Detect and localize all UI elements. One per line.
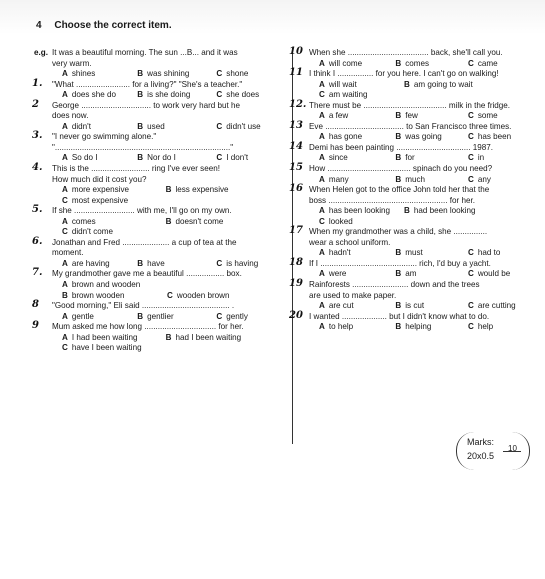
question-item xyxy=(32,98,284,133)
answer-option[interactable] xyxy=(216,312,284,323)
question-text: My grandmother gave me a beautiful ................. box. xyxy=(52,269,242,279)
option-text: has been xyxy=(477,132,512,142)
question-item xyxy=(32,77,284,101)
answer-option[interactable] xyxy=(166,333,284,344)
answer-option[interactable] xyxy=(62,312,137,323)
question-number: 12. xyxy=(289,98,307,110)
answer-option[interactable] xyxy=(319,269,395,280)
answer-option[interactable] xyxy=(319,248,395,259)
option-text: comes xyxy=(71,216,96,226)
option-text: must xyxy=(405,248,423,258)
option-text: is she doing xyxy=(147,90,191,100)
option-letter: A xyxy=(319,206,325,216)
option-letter: A xyxy=(62,332,68,342)
option-text: I don't xyxy=(226,153,249,163)
answer-option[interactable] xyxy=(166,217,284,228)
option-letter: A xyxy=(319,111,325,121)
option-text: doesn't come xyxy=(175,216,224,226)
option-text: shone xyxy=(226,69,249,79)
answer-option[interactable] xyxy=(468,153,531,164)
option-letter: B xyxy=(62,290,68,300)
answer-option[interactable] xyxy=(166,185,284,196)
question-item xyxy=(32,130,284,164)
answer-option[interactable] xyxy=(395,248,468,259)
answer-option[interactable] xyxy=(319,301,395,312)
options-row xyxy=(309,175,531,186)
option-text: am xyxy=(405,269,417,279)
answer-option[interactable] xyxy=(62,259,137,270)
option-text: hadn't xyxy=(328,248,351,258)
answer-option[interactable] xyxy=(216,90,284,101)
option-text: for xyxy=(405,153,415,163)
answer-option[interactable] xyxy=(137,153,216,164)
question-item xyxy=(289,162,531,185)
question-text: moment. xyxy=(52,248,84,258)
answer-option[interactable] xyxy=(62,122,137,133)
question-item xyxy=(34,48,284,80)
option-letter: C xyxy=(467,58,474,68)
option-letter: B xyxy=(137,69,144,79)
question-item xyxy=(289,67,531,101)
option-letter: C xyxy=(62,227,68,237)
answer-option[interactable] xyxy=(62,333,166,344)
option-text: to help xyxy=(328,322,354,332)
question-item xyxy=(289,183,531,227)
question-item xyxy=(32,267,284,301)
option-text: had to xyxy=(477,248,501,258)
options-row xyxy=(52,259,284,270)
option-letter: C xyxy=(216,90,223,100)
answer-option[interactable] xyxy=(395,322,468,333)
question-item xyxy=(289,98,531,122)
question-item xyxy=(32,320,284,354)
answer-option[interactable] xyxy=(319,90,519,101)
question-number: 18 xyxy=(289,256,303,268)
question-item xyxy=(289,309,531,333)
option-letter: A xyxy=(62,153,68,163)
option-letter: C xyxy=(467,132,474,142)
answer-option[interactable] xyxy=(62,196,262,207)
option-text: brown and wooden xyxy=(71,280,141,290)
answer-option[interactable] xyxy=(137,90,216,101)
answer-option[interactable] xyxy=(62,291,167,302)
option-text: many xyxy=(328,174,349,184)
question-text: Rainforests ......................... down and the trees xyxy=(309,280,480,290)
answer-option[interactable] xyxy=(468,301,531,312)
answer-option[interactable] xyxy=(216,259,284,270)
option-letter: B xyxy=(137,311,144,321)
option-text: would be xyxy=(477,269,511,279)
question-item xyxy=(289,140,531,164)
option-text: I had been waiting xyxy=(71,332,138,342)
option-letter: A xyxy=(62,185,68,195)
option-letter: A xyxy=(319,301,325,311)
option-text: am waiting xyxy=(328,90,368,100)
question-number: 16 xyxy=(289,183,303,195)
options-row xyxy=(52,291,284,302)
option-text: much xyxy=(405,174,426,184)
options-row xyxy=(52,333,284,344)
option-letter: C xyxy=(467,111,474,121)
question-text: ".............................................................................." xyxy=(52,142,234,152)
option-text: was going xyxy=(405,132,442,142)
option-letter: A xyxy=(62,258,68,268)
answer-option[interactable] xyxy=(468,59,531,70)
options-row xyxy=(309,248,531,259)
option-text: since xyxy=(328,153,348,163)
option-text: didn't use xyxy=(226,121,261,131)
option-letter: B xyxy=(137,121,144,131)
answer-option[interactable] xyxy=(137,69,216,80)
option-text: any xyxy=(477,174,491,184)
option-text: has been looking xyxy=(328,206,391,216)
answer-option[interactable] xyxy=(216,153,284,164)
options-row xyxy=(309,111,531,122)
option-text: helping xyxy=(405,322,432,332)
question-text: When Helen got to the office John told her that the xyxy=(309,185,490,195)
options-row xyxy=(309,206,531,217)
option-letter: A xyxy=(319,153,325,163)
option-letter: A xyxy=(319,248,325,258)
question-item xyxy=(289,119,531,143)
option-text: used xyxy=(147,121,165,131)
option-letter: A xyxy=(319,58,325,68)
question-text: George ............................... to work very hard but he xyxy=(52,100,241,110)
options-row xyxy=(309,153,531,164)
question-number: 19 xyxy=(289,278,303,290)
answer-option[interactable] xyxy=(319,217,519,228)
answer-option[interactable] xyxy=(319,175,395,186)
options-row xyxy=(52,280,284,291)
answer-option[interactable] xyxy=(468,175,531,186)
marks-box xyxy=(456,432,530,470)
answer-option[interactable] xyxy=(216,122,284,133)
option-letter: B xyxy=(395,248,402,258)
option-letter: A xyxy=(319,322,325,332)
option-text: had been looking xyxy=(413,206,476,216)
option-letter: B xyxy=(395,58,402,68)
option-text: shines xyxy=(71,69,96,79)
option-text: am going to wait xyxy=(413,79,473,89)
answer-option[interactable] xyxy=(137,259,216,270)
question-text: wear a school uniform. xyxy=(309,237,391,247)
options-row xyxy=(309,132,531,143)
option-text: looked xyxy=(328,216,353,226)
question-text: If she ........................... with me, I'll go on my own. xyxy=(52,206,232,216)
option-letter: B xyxy=(395,111,402,121)
option-text: are having xyxy=(71,258,110,268)
option-letter: A xyxy=(62,311,68,321)
options-row xyxy=(52,196,284,207)
options-row xyxy=(52,217,284,228)
option-text: a few xyxy=(328,111,349,121)
question-text: I think I ................ for you here. I can't go on walking! xyxy=(309,69,499,79)
option-letter: C xyxy=(216,69,223,79)
question-text: does now. xyxy=(52,111,89,121)
question-text: boss ..................................................... for her. xyxy=(309,195,475,205)
option-letter: B xyxy=(395,301,402,311)
option-letter: C xyxy=(167,290,173,300)
option-text: she does xyxy=(226,90,260,100)
options-row xyxy=(52,69,284,80)
answer-option[interactable] xyxy=(319,59,395,70)
option-letter: B xyxy=(395,322,402,332)
option-letter: C xyxy=(62,195,68,205)
question-text: There must be ..................................... milk in the fridge. xyxy=(309,100,511,110)
answer-option[interactable] xyxy=(468,132,531,143)
option-text: had I been waiting xyxy=(175,332,242,342)
answer-option[interactable] xyxy=(62,227,262,238)
exercise-number: 4 xyxy=(36,20,42,31)
question-number: 13 xyxy=(289,119,303,131)
answer-option[interactable] xyxy=(404,80,524,91)
option-text: in xyxy=(477,153,485,163)
option-letter: C xyxy=(319,216,325,226)
answer-option[interactable] xyxy=(319,153,395,164)
answer-option[interactable] xyxy=(62,69,137,80)
option-text: didn't come xyxy=(71,227,113,237)
options-row xyxy=(309,59,531,70)
option-text: comes xyxy=(405,58,430,68)
question-item xyxy=(289,225,531,259)
answer-option[interactable] xyxy=(167,291,277,302)
question-text: Mum asked me how long ................................ for her. xyxy=(52,322,244,332)
option-text: are cutting xyxy=(477,301,516,311)
question-number: 14 xyxy=(289,140,303,152)
option-text: does she do xyxy=(71,90,116,100)
option-letter: A xyxy=(62,90,68,100)
question-text: "Good morning," Eli said ....................................... . xyxy=(52,301,235,311)
option-letter: C xyxy=(62,343,68,353)
option-letter: B xyxy=(404,206,410,216)
option-letter: B xyxy=(137,258,144,268)
answer-option[interactable] xyxy=(319,132,395,143)
option-letter: C xyxy=(319,90,325,100)
answer-option[interactable] xyxy=(468,269,531,280)
option-text: wooden brown xyxy=(176,290,230,300)
question-number: 15 xyxy=(289,162,303,174)
answer-option[interactable] xyxy=(468,248,531,259)
option-text: came xyxy=(477,58,498,68)
question-text: I wanted .................... but I didn't know what to do. xyxy=(309,311,490,321)
marks-score: 20x0.5 xyxy=(467,451,495,461)
question-item xyxy=(32,204,284,238)
answer-option[interactable] xyxy=(62,90,137,101)
option-letter: B xyxy=(395,132,402,142)
option-text: few xyxy=(405,111,418,121)
answer-option[interactable] xyxy=(62,153,137,164)
answer-option[interactable] xyxy=(319,111,395,122)
question-number: 10 xyxy=(289,46,303,57)
option-letter: A xyxy=(319,79,325,89)
option-letter: A xyxy=(62,216,68,226)
option-text: less expensive xyxy=(175,185,229,195)
question-number: 8 xyxy=(32,299,39,311)
options-row xyxy=(52,343,284,354)
option-letter: C xyxy=(467,301,474,311)
question-text: How much did it cost you? xyxy=(52,174,147,184)
question-text: Jonathan and Fred ..................... a cup of tea at the xyxy=(52,237,237,247)
option-text: are cut xyxy=(328,301,354,311)
option-letter: A xyxy=(319,132,325,142)
question-text: are used to make paper. xyxy=(309,290,397,300)
exercise-title: Choose the correct item. xyxy=(54,20,172,31)
option-text: were xyxy=(328,269,347,279)
option-letter: C xyxy=(216,258,223,268)
answer-option[interactable] xyxy=(395,301,468,312)
option-text: was shining xyxy=(147,69,190,79)
question-number: 2 xyxy=(32,98,39,110)
answer-option[interactable] xyxy=(62,217,166,228)
answer-option[interactable] xyxy=(395,59,468,70)
option-letter: B xyxy=(165,216,172,226)
option-letter: A xyxy=(62,69,68,79)
options-row xyxy=(52,185,284,196)
option-letter: B xyxy=(165,185,172,195)
answer-option[interactable] xyxy=(404,206,524,217)
option-text: have xyxy=(147,258,165,268)
answer-option[interactable] xyxy=(319,322,395,333)
question-text: This is the .......................... ring I've ever seen! xyxy=(52,164,220,174)
option-text: So do I xyxy=(71,153,98,163)
option-letter: C xyxy=(216,311,223,321)
question-number: 3. xyxy=(32,130,43,142)
option-letter: C xyxy=(216,121,223,131)
answer-option[interactable] xyxy=(395,175,468,186)
option-letter: A xyxy=(319,269,325,279)
question-number: 9 xyxy=(32,320,39,332)
question-number: 5. xyxy=(32,204,43,216)
option-text: help xyxy=(477,322,494,332)
question-text: Demi has been painting ................................. 1987. xyxy=(309,142,493,152)
question-text: If I ........................................... rich, I'd buy a yacht. xyxy=(309,258,491,268)
options-row xyxy=(52,90,284,101)
exercise-header xyxy=(36,20,172,31)
question-text: When she .................................... back, she'll call you. xyxy=(309,48,503,57)
option-letter: C xyxy=(467,269,474,279)
option-letter: B xyxy=(165,332,172,342)
answer-option[interactable] xyxy=(468,111,531,122)
question-text: very warm. xyxy=(52,58,92,68)
question-text: Eve ................................... to San Francisco three times. xyxy=(309,121,512,131)
option-text: gently xyxy=(226,311,248,321)
question-number: e.g. xyxy=(34,48,48,57)
option-text: some xyxy=(477,111,498,121)
marks-total: 10 xyxy=(508,444,517,453)
question-number: 20 xyxy=(289,309,303,321)
option-letter: A xyxy=(62,280,68,290)
question-item xyxy=(289,278,531,312)
answer-option[interactable] xyxy=(468,322,531,333)
question-number: 11 xyxy=(289,67,303,79)
question-text: "What ........................ for a living?" "She's a teacher." xyxy=(52,79,243,89)
marks-label: Marks: xyxy=(467,437,494,447)
option-text: will wait xyxy=(328,79,357,89)
answer-option[interactable] xyxy=(319,206,404,217)
answer-option[interactable] xyxy=(62,280,262,291)
options-row xyxy=(52,227,284,238)
answer-option[interactable] xyxy=(62,343,262,354)
option-letter: C xyxy=(467,322,474,332)
answer-option[interactable] xyxy=(395,269,468,280)
question-text: "I never go swimming alone." xyxy=(52,132,157,142)
question-item xyxy=(289,256,531,280)
option-letter: C xyxy=(216,153,223,163)
option-letter: B xyxy=(137,90,144,100)
options-row xyxy=(52,312,284,323)
option-letter: A xyxy=(62,121,68,131)
option-letter: C xyxy=(467,248,474,258)
answer-option[interactable] xyxy=(319,80,404,91)
left-question-column xyxy=(32,48,284,354)
answer-option[interactable] xyxy=(137,122,216,133)
question-number: 4. xyxy=(32,162,43,174)
question-number: 1. xyxy=(32,77,43,89)
options-row xyxy=(309,80,531,91)
option-text: is cut xyxy=(405,301,425,311)
options-row xyxy=(52,122,284,133)
options-row xyxy=(309,301,531,312)
option-letter: B xyxy=(395,269,402,279)
question-number: 7. xyxy=(32,267,43,279)
answer-option[interactable] xyxy=(395,153,468,164)
option-letter: B xyxy=(404,79,410,89)
answer-option[interactable] xyxy=(62,185,166,196)
answer-option[interactable] xyxy=(216,69,284,80)
option-letter: B xyxy=(137,153,144,163)
option-text: didn't xyxy=(71,121,91,131)
options-row xyxy=(309,322,531,333)
option-text: most expensive xyxy=(71,195,129,205)
answer-option[interactable] xyxy=(395,132,468,143)
option-text: have I been waiting xyxy=(71,343,142,353)
options-row xyxy=(52,153,284,164)
option-letter: C xyxy=(467,153,474,163)
option-text: more expensive xyxy=(71,185,129,195)
question-item xyxy=(32,299,284,322)
option-text: gentle xyxy=(71,311,94,321)
option-text: gentlier xyxy=(147,311,174,321)
option-text: is having xyxy=(226,258,259,268)
option-text: has gone xyxy=(328,132,363,142)
question-text: When my grandmother was a child, she ............... xyxy=(309,227,488,237)
option-text: brown wooden xyxy=(71,290,125,300)
question-number: 6. xyxy=(32,235,43,247)
question-text: How ..................................... spinach do you need? xyxy=(309,164,493,174)
question-item xyxy=(289,46,531,69)
option-text: Nor do I xyxy=(147,153,176,163)
question-text: It was a beautiful morning. The sun ...B... and it was xyxy=(52,48,238,57)
question-item xyxy=(32,162,284,206)
option-letter: B xyxy=(395,174,402,184)
question-item xyxy=(32,235,284,270)
options-row xyxy=(309,217,531,228)
answer-option[interactable] xyxy=(395,111,468,122)
options-row xyxy=(309,269,531,280)
answer-option[interactable] xyxy=(137,312,216,323)
right-question-column xyxy=(289,46,531,333)
options-row xyxy=(309,90,531,101)
question-number: 17 xyxy=(289,225,303,237)
option-text: will come xyxy=(328,58,363,68)
option-letter: C xyxy=(467,174,474,184)
option-letter: B xyxy=(395,153,402,163)
option-letter: A xyxy=(319,174,325,184)
